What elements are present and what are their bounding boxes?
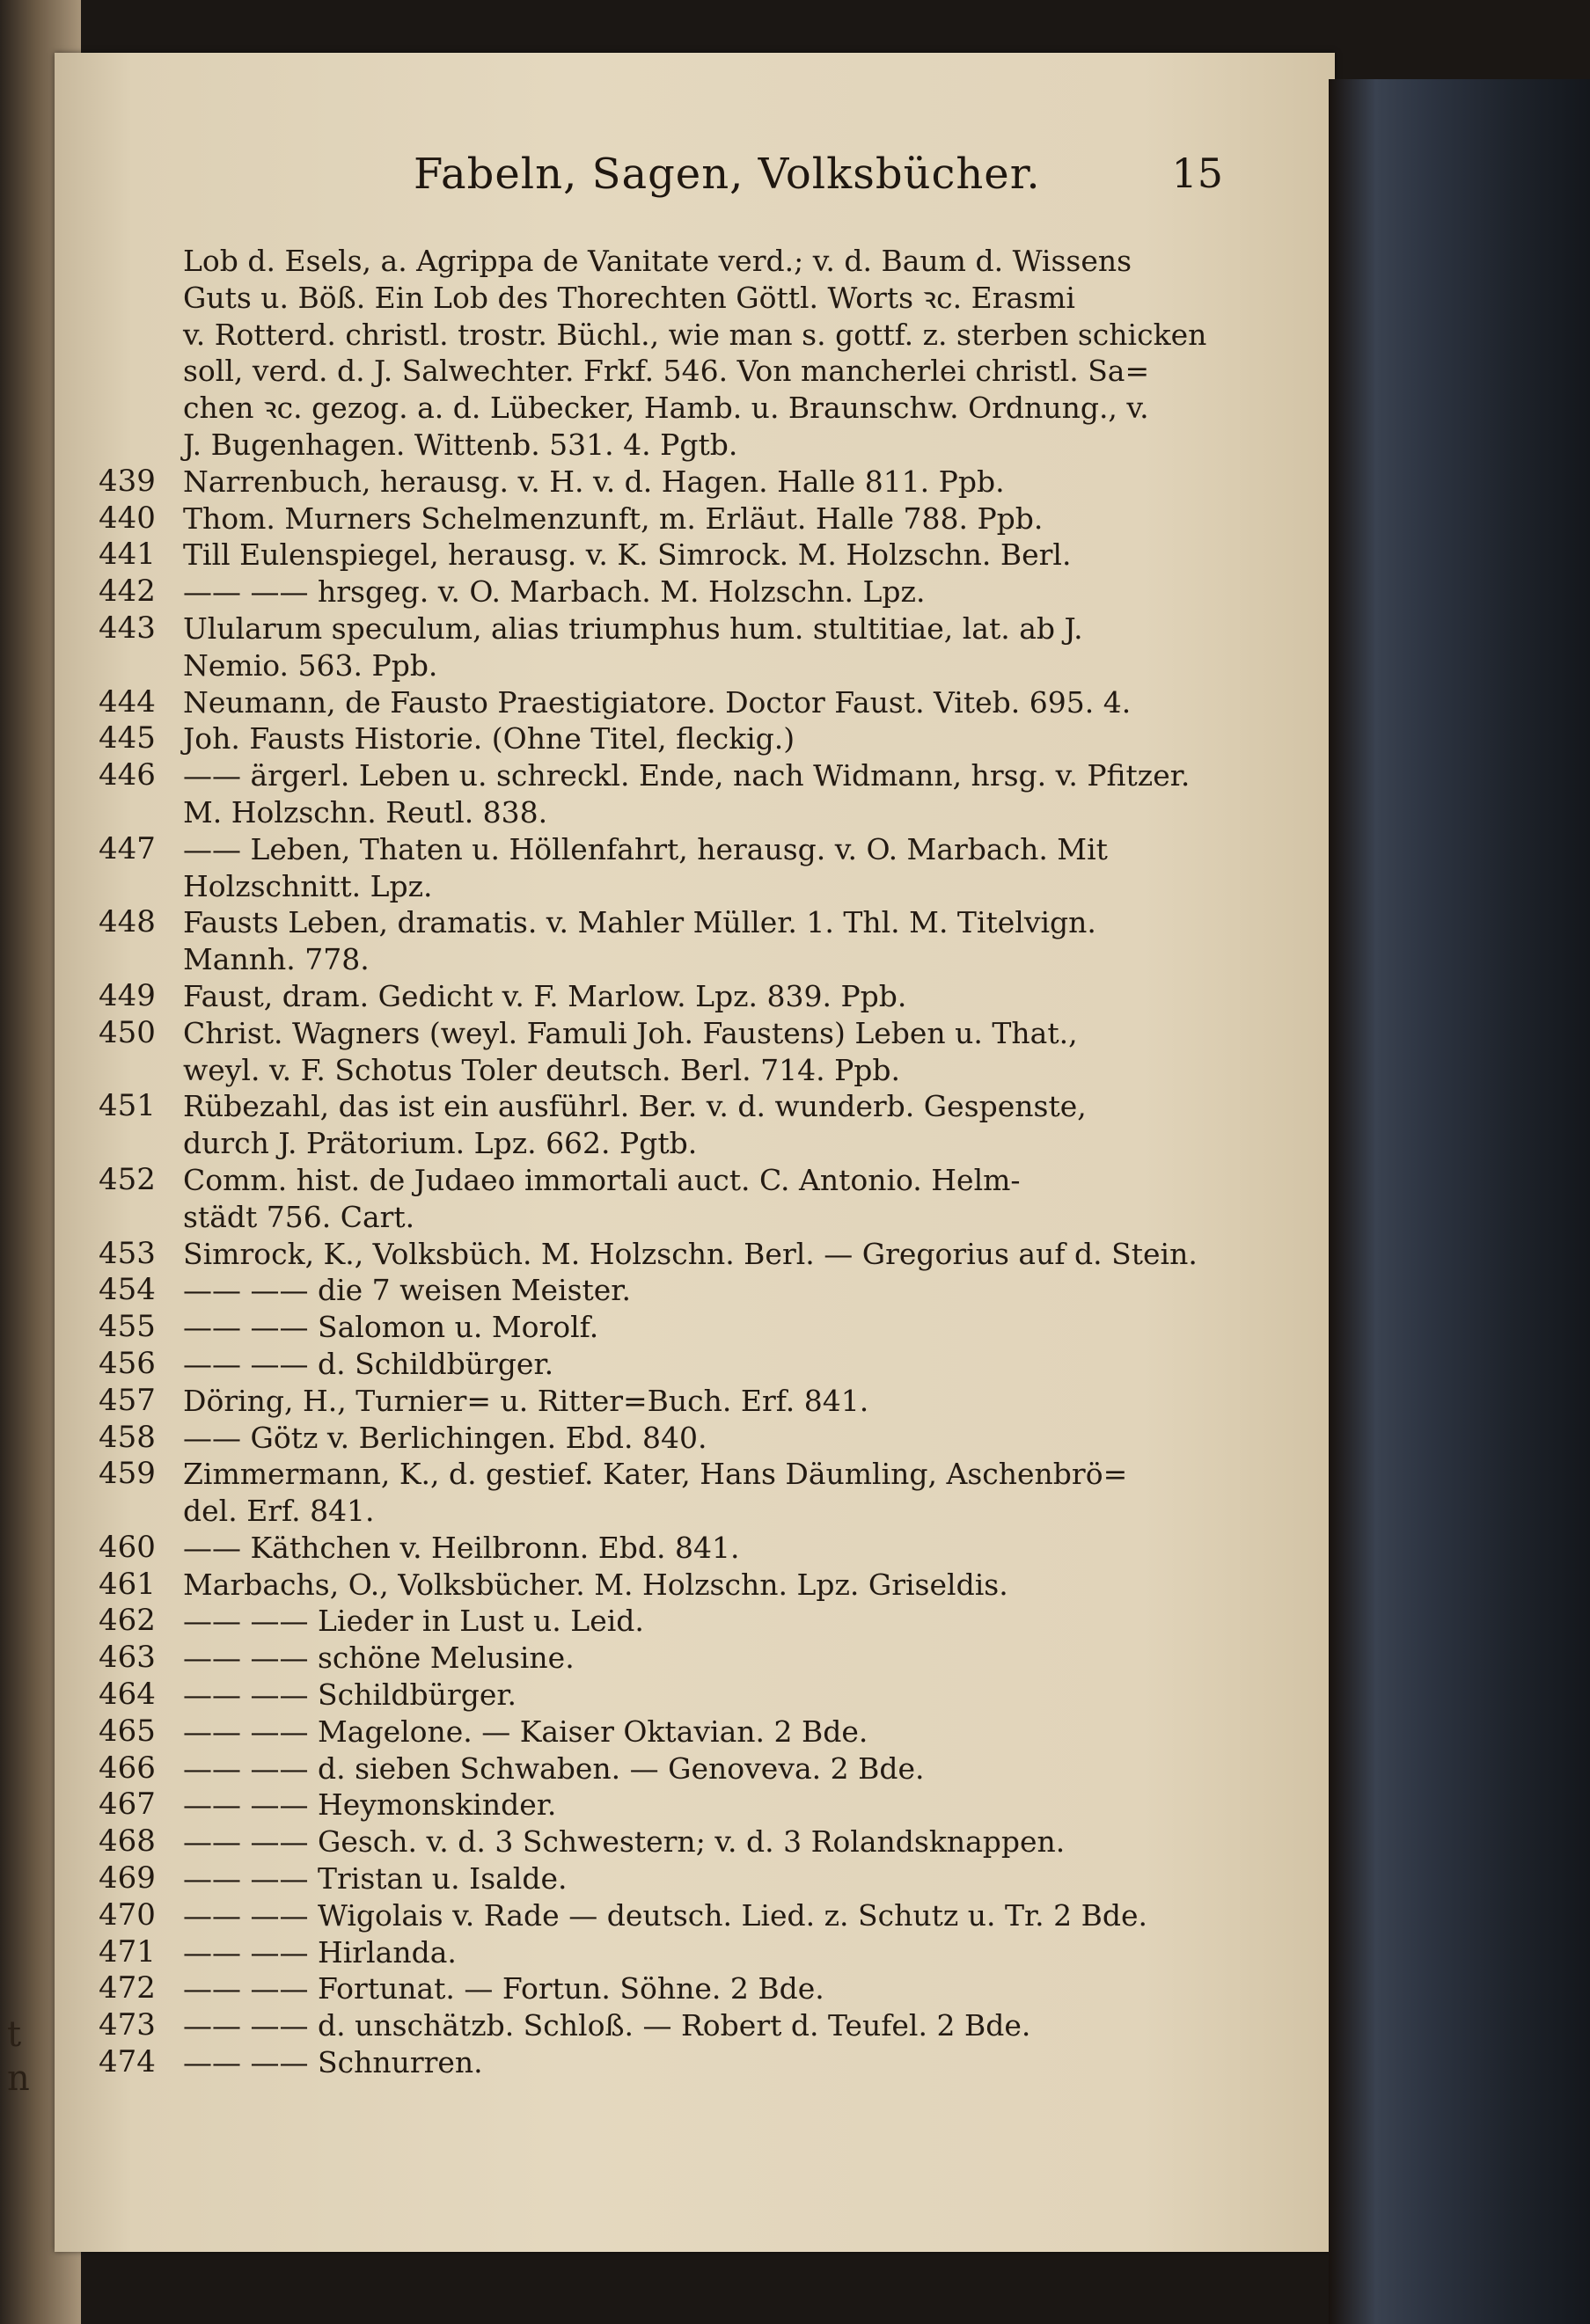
- catalog-line: [99, 1383, 1216, 1420]
- catalog-entries: [99, 243, 1216, 2081]
- entry-text: städt 756. Cart.: [183, 1199, 415, 1234]
- page-header: [414, 150, 1223, 220]
- entry-number: 448: [99, 904, 156, 940]
- catalog-line: [99, 610, 1216, 647]
- entry-text: —— —— schöne Melusine.: [183, 1641, 575, 1676]
- entry-number: 454: [99, 1272, 156, 1308]
- entry-text: —— —— Schildbürger.: [183, 1677, 517, 1713]
- entry-number: 451: [99, 1088, 156, 1124]
- entry-number: 467: [99, 1787, 156, 1823]
- entry-text: —— —— Salomon u. Morolf.: [183, 1310, 599, 1345]
- entry-number: 469: [99, 1860, 156, 1896]
- entry-text: —— —— Wigolais v. Rade — deutsch. Lied. z. Schutz u. Tr. 2 Bde.: [183, 1897, 1147, 1933]
- catalog-line: [99, 1199, 1216, 1236]
- entry-number: 452: [99, 1161, 156, 1197]
- entry-number: 464: [99, 1677, 156, 1713]
- entry-text: —— —— Heymonskinder.: [183, 1787, 557, 1823]
- entry-number: 457: [99, 1382, 156, 1418]
- catalog-line: [99, 1346, 1216, 1383]
- catalog-line: [99, 1970, 1216, 2007]
- catalog-line: [99, 1640, 1216, 1677]
- running-title: Fabeln, Sagen, Volksbücher.: [414, 150, 1041, 199]
- catalog-line: [99, 757, 1216, 794]
- entry-text: Christ. Wagners (weyl. Famuli Joh. Faustens) Leben u. That.,: [183, 1015, 1078, 1050]
- catalog-line: [99, 941, 1216, 978]
- catalog-line: [99, 1052, 1216, 1089]
- catalog-line: [99, 243, 1216, 280]
- catalog-line: [99, 2044, 1216, 2081]
- catalog-line: [99, 1125, 1216, 1162]
- entry-text: —— —— Hirlanda.: [183, 1934, 457, 1970]
- catalog-line: [99, 1677, 1216, 1714]
- entry-text: —— —— Gesch. v. d. 3 Schwestern; v. d. 3 Rolandsknappen.: [183, 1824, 1066, 1860]
- catalog-line: [99, 1493, 1216, 1530]
- entry-number: 442: [99, 574, 156, 610]
- entry-text: Rübezahl, das ist ein ausführl. Ber. v. d. wunderb. Gespenste,: [183, 1089, 1087, 1124]
- entry-text: Guts u. Böß. Ein Lob des Thorechten Göttl. Worts ꝛc. Erasmi: [183, 280, 1075, 315]
- entry-number: 466: [99, 1750, 156, 1786]
- catalog-line: [99, 1309, 1216, 1346]
- entry-number: 462: [99, 1603, 156, 1639]
- catalog-line: [99, 904, 1216, 941]
- catalog-line: [99, 1272, 1216, 1309]
- catalog-line: [99, 1860, 1216, 1897]
- entry-text: M. Holzschn. Reutl. 838.: [183, 794, 548, 829]
- entry-text: Mannh. 778.: [183, 942, 370, 977]
- catalog-line: [99, 390, 1216, 427]
- entry-text: Simrock, K., Volksbüch. M. Holzschn. Berl. — Gregorius auf d. Stein.: [183, 1236, 1198, 1271]
- previous-page-fragment: t: [7, 2014, 22, 2055]
- entry-number: 441: [99, 537, 156, 573]
- book-binding: [1329, 79, 1590, 2324]
- catalog-line: [99, 1420, 1216, 1457]
- entry-text: —— —— d. Schildbürger.: [183, 1346, 554, 1381]
- entry-text: Döring, H., Turnier= u. Ritter=Buch. Erf. 841.: [183, 1383, 869, 1418]
- catalog-line: [99, 501, 1216, 537]
- catalog-line: [99, 720, 1216, 757]
- entry-text: —— —— Magelone. — Kaiser Oktavian. 2 Bde.: [183, 1714, 868, 1749]
- catalog-line: [99, 868, 1216, 905]
- entry-text: —— Käthchen v. Heilbronn. Ebd. 841.: [183, 1530, 740, 1565]
- entry-number: 443: [99, 610, 156, 646]
- catalog-line: [99, 353, 1216, 390]
- catalog-line: [99, 1456, 1216, 1493]
- catalog-line: [99, 1015, 1216, 1052]
- entry-text: Thom. Murners Schelmenzunft, m. Erläut. Halle 788. Ppb.: [183, 501, 1044, 536]
- catalog-line: [99, 537, 1216, 574]
- catalog-line: [99, 1530, 1216, 1567]
- entry-number: 474: [99, 2044, 156, 2080]
- entry-text: —— —— d. unschätzb. Schloß. — Robert d. Teufel. 2 Bde.: [183, 2008, 1031, 2043]
- catalog-line: [99, 574, 1216, 610]
- entry-number: 459: [99, 1456, 156, 1492]
- entry-number: 473: [99, 2007, 156, 2043]
- entry-number: 468: [99, 1823, 156, 1860]
- entry-text: Faust, dram. Gedicht v. F. Marlow. Lpz. 839. Ppb.: [183, 978, 907, 1013]
- entry-text: v. Rotterd. christl. trostr. Büchl., wie man s. gottf. z. sterben schicken: [183, 317, 1207, 352]
- entry-text: —— Götz v. Berlichingen. Ebd. 840.: [183, 1420, 707, 1455]
- previous-page-fragment: n: [7, 2058, 30, 2099]
- catalog-line: [99, 831, 1216, 868]
- entry-number: 461: [99, 1566, 156, 1602]
- entry-text: Zimmermann, K., d. gestief. Kater, Hans Däumling, Aschenbrö=: [183, 1457, 1128, 1492]
- entry-number: 447: [99, 830, 156, 866]
- catalog-line: [99, 684, 1216, 721]
- catalog-line: [99, 317, 1216, 354]
- entry-number: 444: [99, 683, 156, 720]
- catalog-line: [99, 794, 1216, 831]
- entry-text: Marbachs, O., Volksbücher. M. Holzschn. Lpz. Griseldis.: [183, 1567, 1008, 1602]
- catalog-line: [99, 1236, 1216, 1273]
- entry-number: 450: [99, 1014, 156, 1050]
- entry-number: 458: [99, 1419, 156, 1455]
- entry-text: Nemio. 563. Ppb.: [183, 647, 438, 683]
- entry-text: —— —— Lieder in Lust u. Leid.: [183, 1604, 644, 1639]
- entry-number: 460: [99, 1529, 156, 1565]
- entry-text: —— —— d. sieben Schwaben. — Genoveva. 2 Bde.: [183, 1750, 925, 1786]
- catalog-line: [99, 464, 1216, 501]
- entry-text: —— —— hrsgeg. v. O. Marbach. M. Holzschn. Lpz.: [183, 574, 926, 610]
- entry-text: chen ꝛc. gezog. a. d. Lübecker, Hamb. u. Braunschw. Ordnung., v.: [183, 391, 1149, 426]
- catalog-line: [99, 1714, 1216, 1750]
- catalog-line: [99, 1934, 1216, 1971]
- catalog-line: [99, 1823, 1216, 1860]
- catalog-line: [99, 1088, 1216, 1125]
- catalog-line: [99, 280, 1216, 317]
- entry-number: 446: [99, 757, 156, 793]
- entry-text: —— —— Tristan u. Isalde.: [183, 1861, 568, 1896]
- entry-text: J. Bugenhagen. Wittenb. 531. 4. Pgtb.: [183, 427, 738, 462]
- entry-text: —— —— Schnurren.: [183, 2045, 483, 2080]
- entry-number: 455: [99, 1309, 156, 1345]
- entry-text: soll, verd. d. J. Salwechter. Frkf. 546. Von mancherlei christl. Sa=: [183, 354, 1150, 389]
- entry-number: 445: [99, 720, 156, 756]
- catalog-line: [99, 1567, 1216, 1604]
- entry-number: 440: [99, 500, 156, 536]
- entry-text: weyl. v. F. Schotus Toler deutsch. Berl. 714. Ppb.: [183, 1052, 901, 1087]
- entry-text: Till Eulenspiegel, herausg. v. K. Simrock. M. Holzschn. Berl.: [183, 537, 1072, 573]
- entry-number: 453: [99, 1235, 156, 1271]
- entry-text: durch J. Prätorium. Lpz. 662. Pgtb.: [183, 1126, 698, 1161]
- entry-text: Narrenbuch, herausg. v. H. v. d. Hagen. Halle 811. Ppb.: [183, 464, 1005, 499]
- entry-text: Joh. Fausts Historie. (Ohne Titel, fleckig.): [183, 721, 795, 756]
- entry-text: Comm. hist. de Judaeo immortali auct. C. Antonio. Helm-: [183, 1162, 1021, 1197]
- catalog-line: [99, 1750, 1216, 1787]
- entry-text: —— ärgerl. Leben u. schreckl. Ende, nach Widmann, hrsg. v. Pfitzer.: [183, 758, 1191, 793]
- entry-text: Fausts Leben, dramatis. v. Mahler Müller. 1. Thl. M. Titelvign.: [183, 905, 1096, 940]
- entry-number: 470: [99, 1896, 156, 1933]
- entry-text: Ulularum speculum, alias triumphus hum. stultitiae, lat. ab J.: [183, 610, 1083, 646]
- entry-number: 472: [99, 1970, 156, 2006]
- entry-text: Neumann, de Fausto Praestigiatore. Doctor Faust. Viteb. 695. 4.: [183, 684, 1132, 720]
- catalog-line: [99, 1162, 1216, 1199]
- catalog-line: [99, 647, 1216, 684]
- entry-number: 456: [99, 1345, 156, 1381]
- entry-text: del. Erf. 841.: [183, 1494, 375, 1529]
- catalog-line: [99, 427, 1216, 464]
- entry-number: 471: [99, 1933, 156, 1970]
- entry-text: —— Leben, Thaten u. Höllenfahrt, herausg. v. O. Marbach. Mit: [183, 831, 1108, 866]
- entry-number: 465: [99, 1713, 156, 1749]
- page-number: 15: [1171, 150, 1223, 197]
- catalog-line: [99, 1603, 1216, 1640]
- catalog-line: [99, 1787, 1216, 1823]
- entry-text: —— —— die 7 weisen Meister.: [183, 1273, 631, 1308]
- entry-number: 439: [99, 463, 156, 499]
- catalog-line: [99, 1897, 1216, 1934]
- entry-number: 463: [99, 1640, 156, 1676]
- entry-text: —— —— Fortunat. — Fortun. Söhne. 2 Bde.: [183, 1971, 824, 2006]
- entry-text: Lob d. Esels, a. Agrippa de Vanitate verd.; v. d. Baum d. Wissens: [183, 244, 1132, 278]
- catalog-line: [99, 2007, 1216, 2044]
- entry-text: Holzschnitt. Lpz.: [183, 868, 433, 903]
- catalog-line: [99, 978, 1216, 1015]
- entry-number: 449: [99, 977, 156, 1013]
